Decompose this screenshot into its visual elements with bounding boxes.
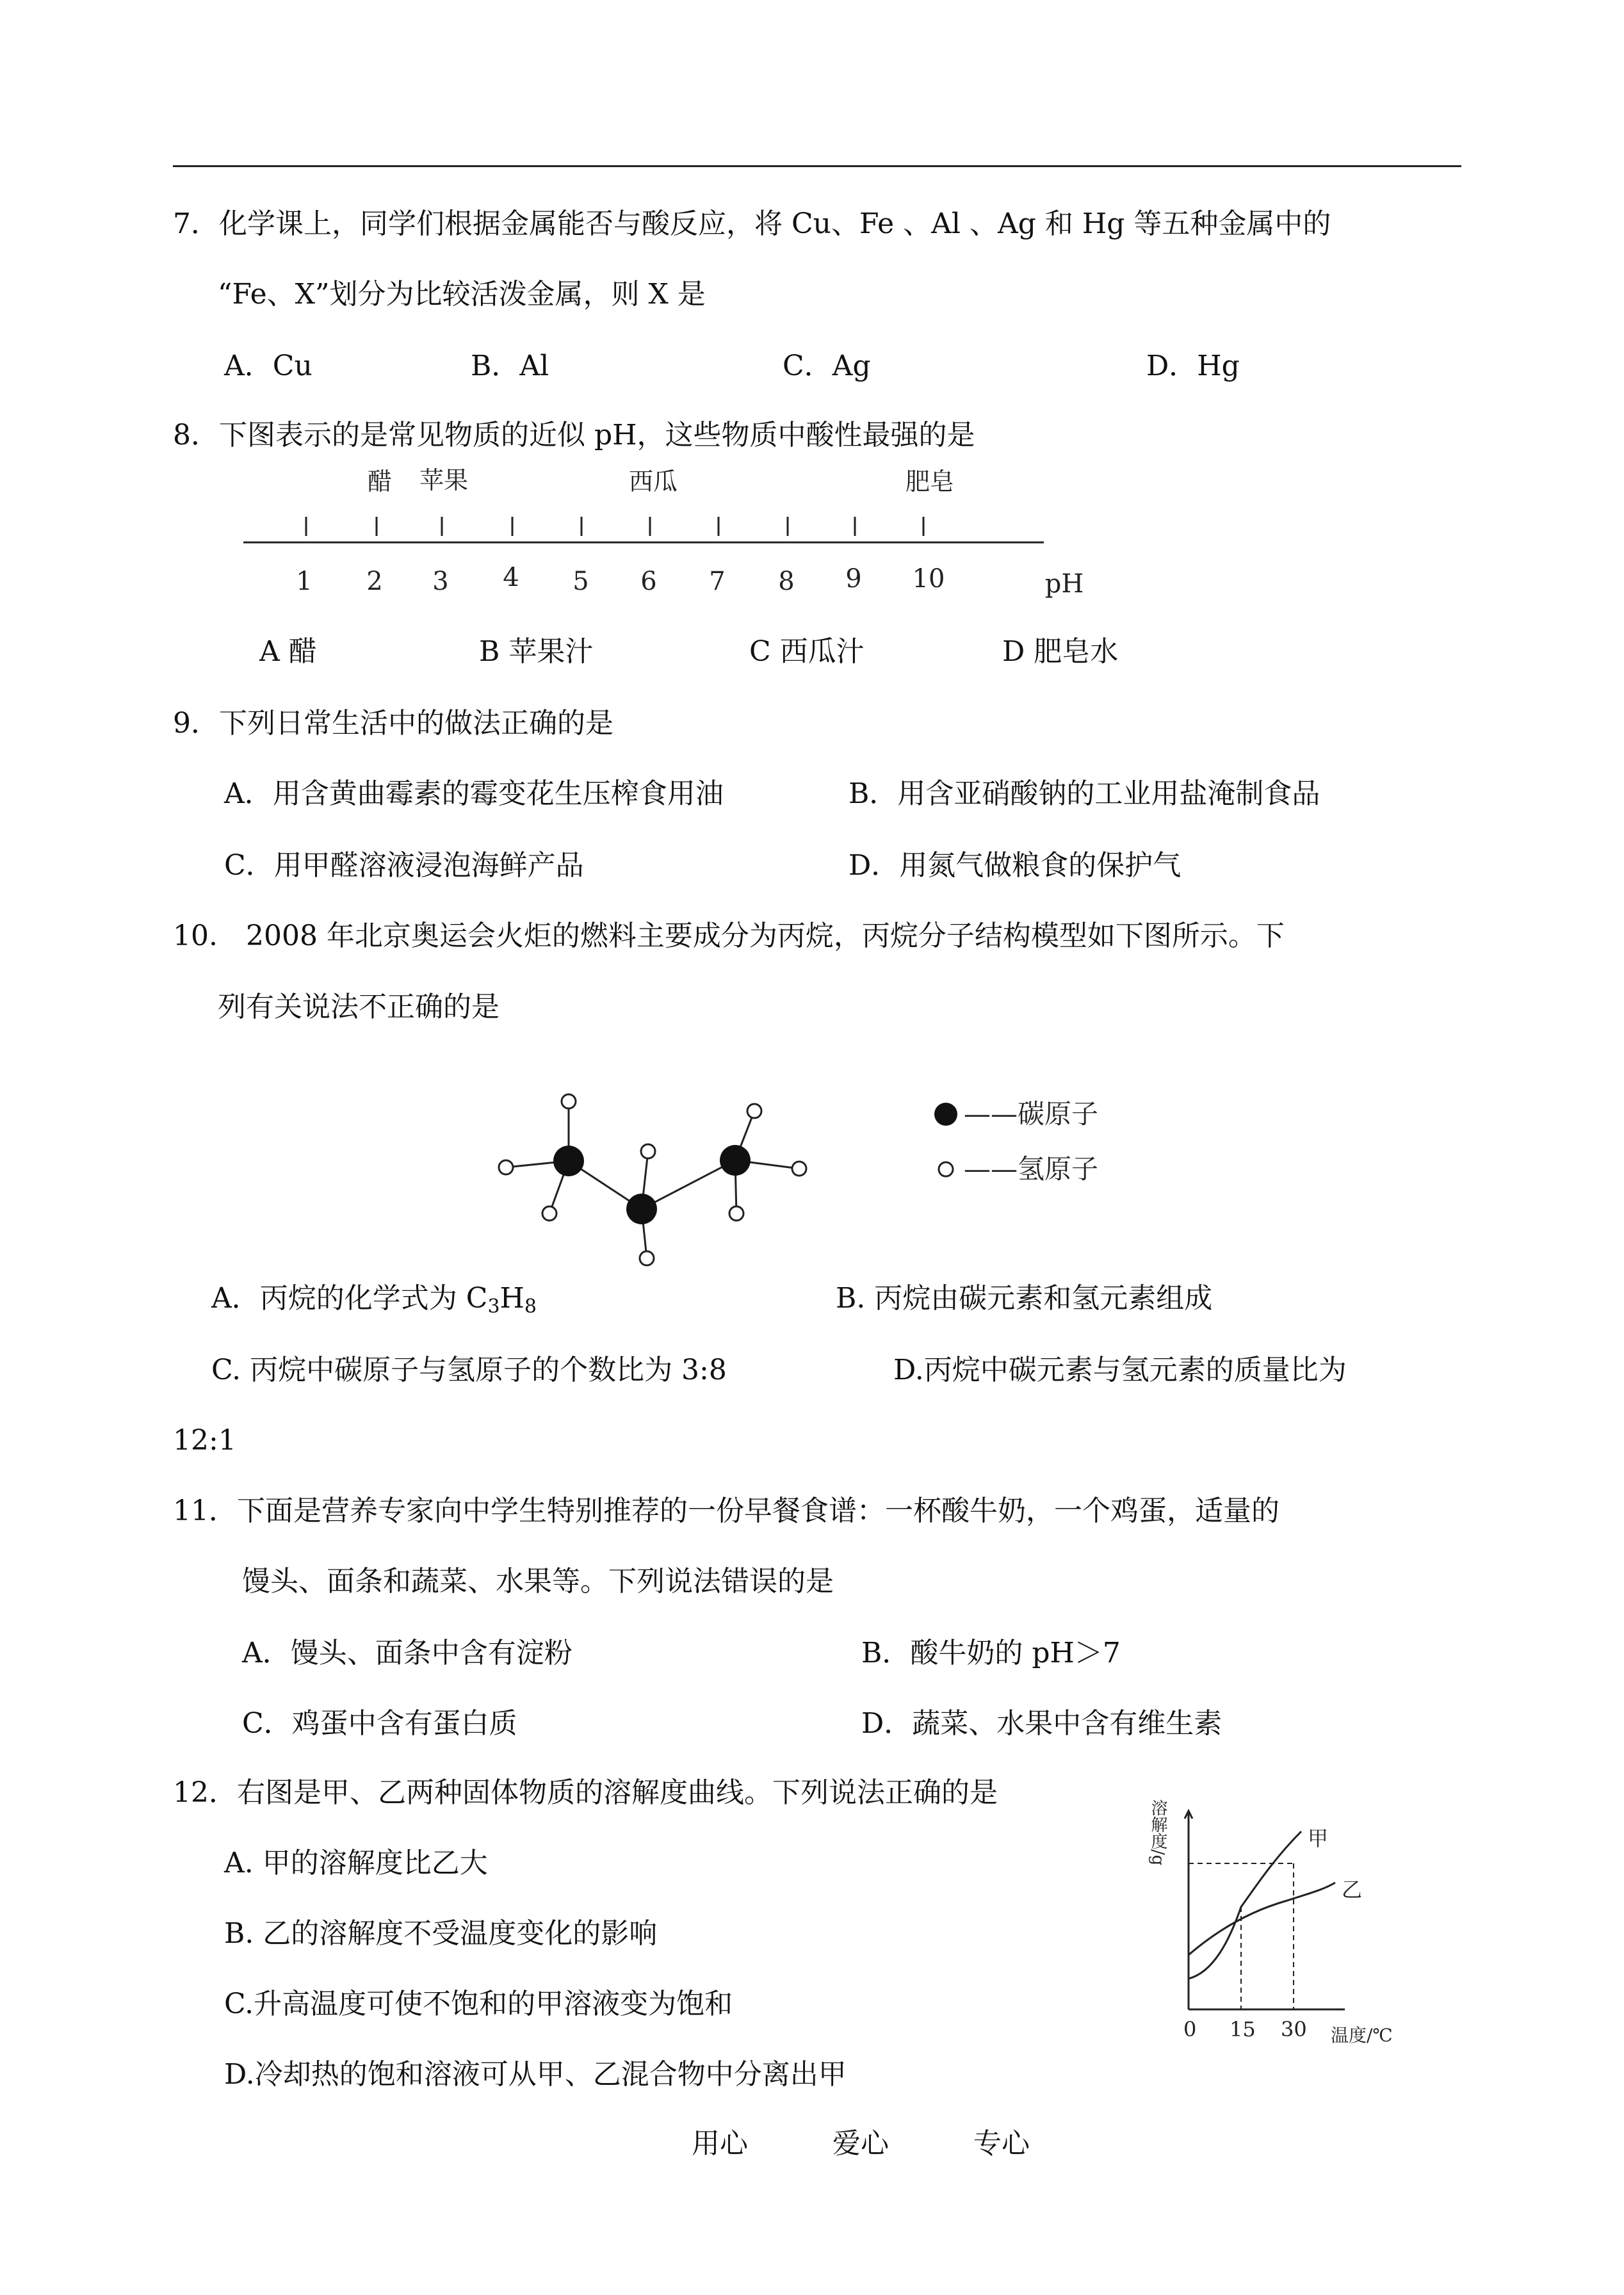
q10-option-a-h: H <box>499 1282 524 1315</box>
q11-option-b: B．酸牛奶的 pH＞7 <box>861 1637 1121 1669</box>
q10-option-a-sub-3: 3 <box>487 1295 500 1318</box>
ph-tick-3: 3 <box>432 567 449 596</box>
carbon-atom <box>626 1194 657 1224</box>
q7-stem-line1: 7．化学课上，同学们根据金属能否与酸反应，将 Cu、Fe 、Al 、Ag 和 Hg 等五种金属中的 <box>173 207 1331 240</box>
q8-option-c: C 西瓜汁 <box>749 635 865 668</box>
q10-option-d: D.丙烷中碳元素与氢元素的质量比为 <box>893 1354 1347 1386</box>
hydrogen-atom <box>747 1104 761 1118</box>
top-rule <box>173 165 1461 167</box>
legend-hydrogen-dot <box>939 1162 953 1176</box>
q10-stem-line1: 10. 2008 年北京奥运会火炬的燃料主要成分为丙烷，丙烷分子结构模型如下图所示。下 <box>173 920 1285 952</box>
hydrogen-atom <box>641 1144 655 1158</box>
q11-option-d: D．蔬菜、水果中含有维生素 <box>861 1707 1222 1740</box>
curve-yi <box>1189 1883 1335 1955</box>
graph-label-yi: 乙 <box>1342 1877 1363 1902</box>
q12-option-c: C.升高温度可使不饱和的甲溶液变为饱和 <box>224 1988 733 2020</box>
ph-scale-figure <box>237 464 1133 618</box>
graph-xtick-30: 30 <box>1281 2017 1307 2041</box>
q11-option-a: A．馒头、面条中含有淀粉 <box>242 1637 572 1669</box>
q9-option-b: B．用含亚硝酸钠的工业用盐淹制食品 <box>849 777 1320 810</box>
q9-option-a: A．用含黄曲霉素的霉变花生压榨食用油 <box>224 777 724 810</box>
ph-unit-label: pH <box>1044 569 1084 599</box>
ph-label-apple: 苹果 <box>419 466 469 494</box>
hydrogen-atom <box>640 1251 654 1265</box>
ph-tick-5: 5 <box>572 567 589 596</box>
graph-ylabel: 溶解度/g <box>1148 1799 1167 1866</box>
curve-jia <box>1189 1831 1301 1979</box>
graph-xlabel: 温度/℃ <box>1331 2025 1393 2046</box>
q9-option-d: D．用氮气做粮食的保护气 <box>849 849 1181 882</box>
q7-option-d: D．Hg <box>1146 350 1240 382</box>
ph-tick-9: 9 <box>845 564 862 594</box>
ph-tick-6: 6 <box>640 567 657 596</box>
ph-tick-4: 4 <box>503 563 519 592</box>
q10-option-c: C. 丙烷中碳原子与氢原子的个数比为 3:8 <box>211 1354 727 1386</box>
q12-option-d: D.冷却热的饱和溶液可从甲、乙混合物中分离出甲 <box>224 2058 847 2091</box>
graph-label-jia: 甲 <box>1308 1826 1329 1851</box>
hydrogen-atom <box>792 1162 806 1176</box>
q9-stem: 9．下列日常生活中的做法正确的是 <box>173 707 613 740</box>
ph-tick-1: 1 <box>296 567 313 596</box>
page-footer: 用心 爱心 专心 <box>692 2127 1030 2160</box>
q10-option-a-text: A．丙烷的化学式为 C <box>211 1282 488 1315</box>
ph-label-soap: 肥皂 <box>905 467 955 496</box>
q12-option-b: B. 乙的溶解度不受温度变化的影响 <box>224 1917 658 1950</box>
q10-option-a-sub-8: 8 <box>524 1295 537 1318</box>
hydrogen-atom <box>542 1206 556 1220</box>
q12-option-a: A. 甲的溶解度比乙大 <box>224 1847 488 1879</box>
q8-option-d: D 肥皂水 <box>1002 635 1119 668</box>
q8-option-b: B 苹果汁 <box>479 635 594 668</box>
ph-tick-2: 2 <box>366 567 383 596</box>
q8-option-a: A 醋 <box>259 635 317 668</box>
carbon-atom <box>553 1146 584 1176</box>
q7-option-a: A．Cu <box>224 350 313 382</box>
legend-carbon-dot <box>934 1103 957 1126</box>
q7-stem-line2: “Fe、X”划分为比较活泼金属，则 X 是 <box>218 278 706 311</box>
legend-carbon-label: ——碳原子 <box>964 1098 1099 1130</box>
q10-option-d-continued: 12:1 <box>173 1424 236 1457</box>
q10-stem-line2: 列有关说法不正确的是 <box>218 991 499 1023</box>
q10-option-a <box>211 1279 537 1318</box>
q8-stem: 8．下图表示的是常见物质的近似 pH，这些物质中酸性最强的是 <box>173 419 975 451</box>
q7-option-b: B．Al <box>471 350 549 382</box>
solubility-curve-graph <box>1127 1787 1422 2056</box>
q11-option-c: C．鸡蛋中含有蛋白质 <box>242 1707 517 1740</box>
q11-stem-line1: 11．下面是营养专家向中学生特别推荐的一份早餐食谱：一杯酸牛奶，一个鸡蛋，适量的 <box>173 1495 1279 1527</box>
legend-hydrogen-label: ——氢原子 <box>964 1153 1099 1185</box>
ph-label-vinegar: 醋 <box>367 467 393 496</box>
q12-stem: 12．右图是甲、乙两种固体物质的溶解度曲线。下列说法正确的是 <box>173 1776 998 1809</box>
ph-tick-10: 10 <box>912 564 945 594</box>
hydrogen-atom <box>562 1094 576 1108</box>
propane-molecule-model <box>487 1050 1153 1268</box>
ph-label-watermelon: 西瓜 <box>628 467 678 496</box>
graph-xtick-0: 0 <box>1183 2017 1197 2041</box>
graph-xtick-15: 15 <box>1230 2017 1256 2041</box>
carbon-atom <box>720 1145 751 1176</box>
ph-tick-8: 8 <box>778 567 795 596</box>
q9-option-c: C．用甲醛溶液浸泡海鲜产品 <box>224 849 584 882</box>
q7-option-c: C．Ag <box>783 350 871 382</box>
hydrogen-atom <box>729 1206 743 1220</box>
hydrogen-atom <box>499 1160 513 1174</box>
ph-tick-7: 7 <box>709 567 726 596</box>
q10-option-b: B. 丙烷由碳元素和氢元素组成 <box>836 1282 1213 1315</box>
q11-stem-line2: 馒头、面条和蔬菜、水果等。下列说法错误的是 <box>242 1565 834 1598</box>
